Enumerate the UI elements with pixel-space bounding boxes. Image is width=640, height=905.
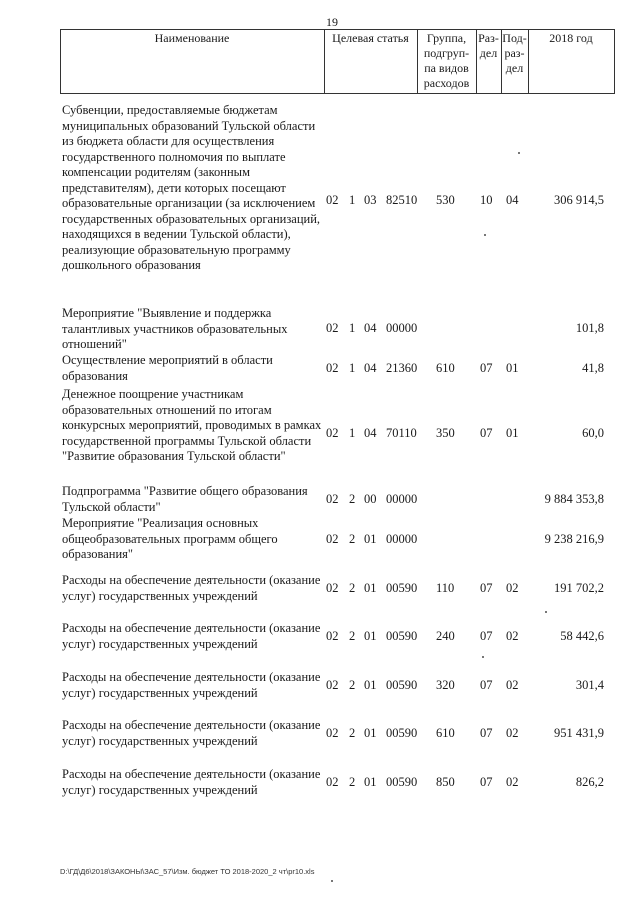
event-code: 04 — [364, 361, 377, 375]
direction-code: 00590 — [386, 726, 418, 740]
row-name: Осуществление мероприятий в области образования — [62, 353, 273, 383]
amount-2018: 301,4 — [575, 678, 604, 692]
subsection-code: 02 — [506, 726, 519, 740]
row-name: Денежное поощрение участникам образовательных отношений по итогам конкурсных мероприятий, проводимых в рамках государственной программы Тульской области "Развитие образования Тульской области" — [62, 387, 322, 463]
row-name: Расходы на обеспечение деятельности (оказание услуг) государственных учреждений — [62, 621, 321, 651]
row-name: Субвенции, предоставляемые бюджетам муниципальных образований Тульской области из бюджета области для осуществления государственного полномочия по выплате компенсации родителям (законным представителям), дети которых посещают образовательные организации (за исключением государственных образовательных организаций, находящихся в ведении Тульской области), реализующие образовательную программу дошкольного образования — [62, 103, 321, 272]
amount-2018: 191 702,2 — [554, 581, 604, 595]
header-year: 2018 год — [549, 31, 593, 45]
program-code: 02 — [326, 426, 339, 440]
expense-group: 240 — [436, 629, 455, 643]
program-code: 02 — [326, 629, 339, 643]
amount-2018: 951 431,9 — [554, 726, 604, 740]
event-code: 04 — [364, 321, 377, 335]
amount-2018: 9 884 353,8 — [544, 492, 604, 506]
program-code: 02 — [326, 775, 339, 789]
row-name: Расходы на обеспечение деятельности (оказание услуг) государственных учреждений — [62, 718, 321, 748]
event-code: 01 — [364, 629, 377, 643]
subsection-code: 02 — [506, 629, 519, 643]
direction-code: 00590 — [386, 775, 418, 789]
event-code: 01 — [364, 678, 377, 692]
direction-code: 21360 — [386, 361, 418, 375]
header-name: Наименование — [154, 31, 230, 45]
section-code: 07 — [480, 581, 493, 595]
subsection-code: 02 — [506, 678, 519, 692]
direction-code: 00590 — [386, 581, 418, 595]
header-top-border — [60, 29, 615, 30]
scan-speck — [331, 880, 333, 882]
subprogram-code: 1 — [349, 321, 356, 335]
header-target-article: Целевая статья — [332, 31, 409, 45]
subsection-code: 02 — [506, 775, 519, 789]
direction-code: 00590 — [386, 629, 418, 643]
direction-code: 70110 — [386, 426, 417, 440]
event-code: 01 — [364, 581, 377, 595]
event-code: 03 — [364, 193, 377, 207]
amount-2018: 306 914,5 — [554, 193, 604, 207]
subsection-code: 01 — [506, 426, 519, 440]
event-code: 04 — [364, 426, 377, 440]
header-group: Группа, подгруп- па видов расходов — [423, 31, 470, 90]
program-code: 02 — [326, 581, 339, 595]
expense-group: 320 — [436, 678, 455, 692]
amount-2018: 60,0 — [582, 426, 604, 440]
program-code: 02 — [326, 492, 339, 506]
program-code: 02 — [326, 193, 339, 207]
direction-code: 00000 — [386, 492, 418, 506]
subsection-code: 01 — [506, 361, 519, 375]
direction-code: 00000 — [386, 532, 418, 546]
scan-speck — [482, 656, 484, 658]
section-code: 10 — [480, 193, 493, 207]
subprogram-code: 2 — [349, 775, 356, 789]
program-code: 02 — [326, 361, 339, 375]
direction-code: 82510 — [386, 193, 418, 207]
row-name: Расходы на обеспечение деятельности (оказание услуг) государственных учреждений — [62, 767, 321, 797]
event-code: 01 — [364, 775, 377, 789]
subprogram-code: 1 — [349, 193, 356, 207]
expense-group: 530 — [436, 193, 455, 207]
program-code: 02 — [326, 678, 339, 692]
subprogram-code: 2 — [349, 629, 356, 643]
header-subsection: Под- раз- дел — [502, 31, 527, 75]
amount-2018: 58 442,6 — [560, 629, 604, 643]
direction-code: 00000 — [386, 321, 418, 335]
header-bottom-border — [60, 93, 615, 94]
subsection-code: 04 — [506, 193, 519, 207]
event-code: 01 — [364, 532, 377, 546]
expense-group: 610 — [436, 726, 455, 740]
subprogram-code: 2 — [349, 492, 356, 506]
scan-speck — [545, 611, 547, 613]
expense-group: 610 — [436, 361, 455, 375]
page-number: 19 — [326, 15, 338, 29]
subprogram-code: 2 — [349, 581, 356, 595]
subprogram-code: 1 — [349, 361, 356, 375]
subprogram-code: 1 — [349, 426, 356, 440]
amount-2018: 826,2 — [575, 775, 604, 789]
section-code: 07 — [480, 775, 493, 789]
subprogram-code: 2 — [349, 726, 356, 740]
section-code: 07 — [480, 426, 493, 440]
expense-group: 350 — [436, 426, 455, 440]
section-code: 07 — [480, 726, 493, 740]
section-code: 07 — [480, 678, 493, 692]
scan-speck — [518, 152, 520, 154]
program-code: 02 — [326, 321, 339, 335]
header-section: Раз- дел — [478, 31, 499, 60]
row-name: Расходы на обеспечение деятельности (оказание услуг) государственных учреждений — [62, 573, 321, 603]
subprogram-code: 2 — [349, 532, 356, 546]
amount-2018: 41,8 — [582, 361, 604, 375]
row-name: Подпрограмма "Развитие общего образования Тульской области" — [62, 484, 308, 514]
event-code: 01 — [364, 726, 377, 740]
row-name: Мероприятие "Реализация основных общеобразовательных программ общего образования" — [62, 516, 278, 561]
program-code: 02 — [326, 726, 339, 740]
amount-2018: 101,8 — [575, 321, 604, 335]
event-code: 00 — [364, 492, 377, 506]
subprogram-code: 2 — [349, 678, 356, 692]
header-divider — [614, 29, 615, 93]
expense-group: 110 — [436, 581, 455, 595]
row-name: Расходы на обеспечение деятельности (оказание услуг) государственных учреждений — [62, 670, 321, 700]
row-name: Мероприятие "Выявление и поддержка талантливых участников образовательных отношений" — [62, 306, 288, 351]
subsection-code: 02 — [506, 581, 519, 595]
amount-2018: 9 238 216,9 — [544, 532, 604, 546]
scan-speck — [484, 234, 486, 236]
section-code: 07 — [480, 361, 493, 375]
expense-group: 850 — [436, 775, 455, 789]
program-code: 02 — [326, 532, 339, 546]
section-code: 07 — [480, 629, 493, 643]
direction-code: 00590 — [386, 678, 418, 692]
file-path-footer: D:\ГД\Д6\2018\ЗАКОНЫ\ЗАС_57\Изм. бюджет ТО 2018-2020_2 чт\pr10.xls — [60, 867, 315, 876]
